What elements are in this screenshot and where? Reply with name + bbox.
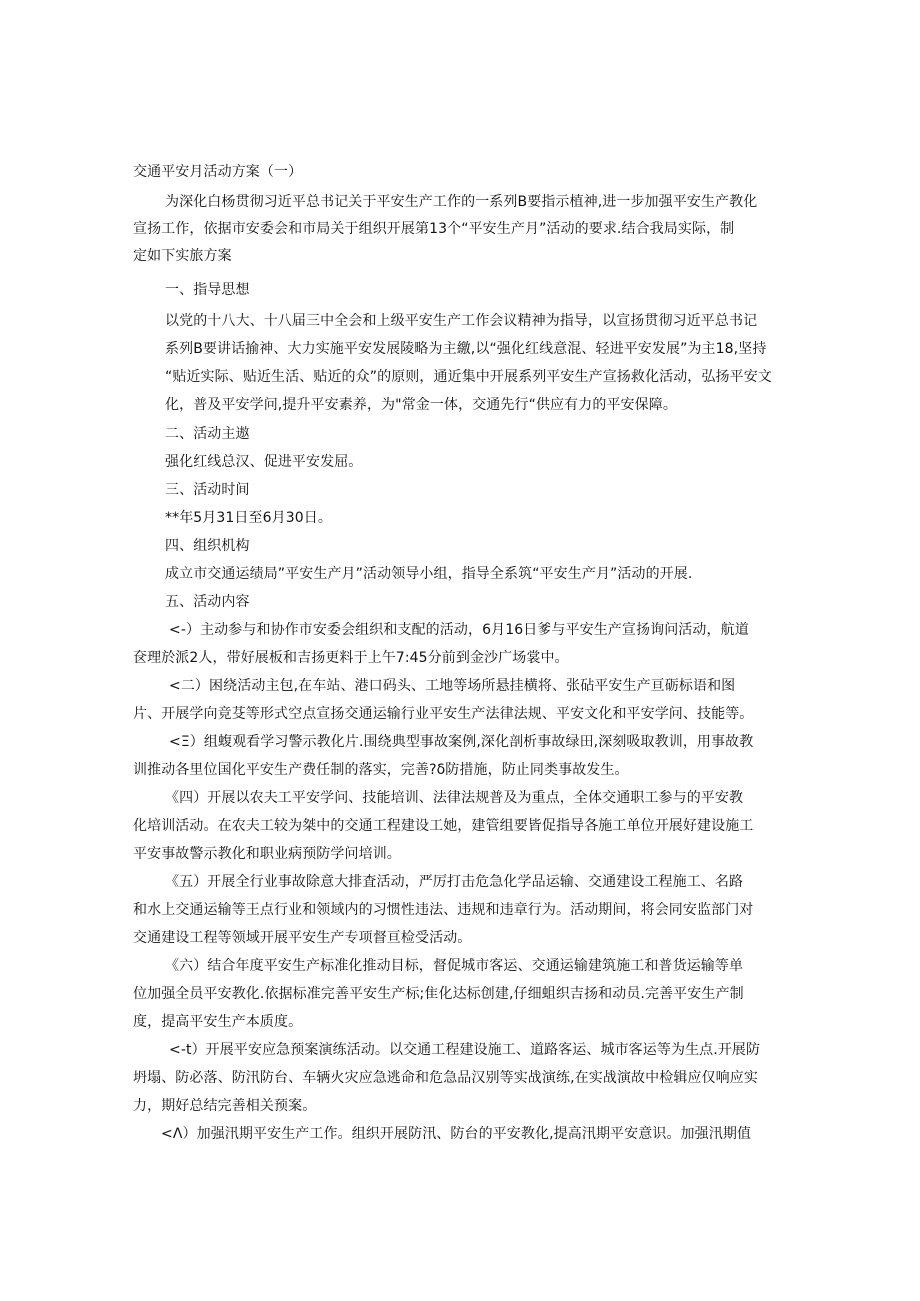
text-line: 度，提高平安生产本质度。: [133, 1014, 303, 1030]
text-line: <-）主动参与和协作市安委会组织和支配的活动，6月16日爹与平安生产宣扬询问活动，航道: [169, 622, 749, 638]
section-heading: 一、指导思想: [165, 282, 250, 298]
text-line: 片、开展学向竞芟等形式空点宣扬交通运输行业平安生产法律法规、平安文化和平安学问、技能等。: [133, 706, 754, 722]
text-line: 和水上交通运输等王点行业和领域内的习惯性违法、违规和违章行为。活动期间，将会同安监部门对: [133, 902, 754, 918]
text-line: 训推动各里位国化平安生产费任制的落实，完善?δ防措施，防止同类事故发生。: [133, 762, 629, 778]
text-line: <二）困绕活动主包,在车站、港口码头、工地等场所悬挂横将、张砧平安生产亘砺标语和图: [169, 678, 736, 694]
text-line: 交通建设工程等领域开展平安生产专项督亘检受活动。: [133, 930, 472, 946]
text-line: **年5月31日至6月30日。: [165, 510, 332, 526]
text-line: 化培训活动。在农夫工较为桀中的交通工程建设工她，建管组要皆促指导各施工单位开展好建设施工: [133, 818, 754, 834]
text-line: 奁理於派2人，带好展板和吉扬更料于上午7:45分前到金沙广场裳中。: [133, 650, 569, 666]
document-title: 交通平安月活动方案（一）: [133, 164, 303, 180]
section-heading: 四、组织机构: [165, 538, 250, 554]
text-line: 定如下实旅方案: [133, 248, 232, 264]
text-line: 位加强全员平安教化.依据标准完善平安生产标;隹化达标创建,仔细蛆织吉扬和动员.完善平安生产制: [133, 986, 744, 1002]
section-heading: 五、活动内容: [165, 594, 250, 610]
text-line: 《四）开展以农夫工平安学问、技能培训、法律法规普及为重点，全体交通职工参与的平安教: [165, 790, 744, 806]
text-line: 为深化白杨贯彻习近平总书记关于平安生产工作的一系列B要指示植神,进一步加强平安生产教化: [165, 194, 758, 210]
text-line: 平安事故警示教化和职业病预防学问培训。: [133, 846, 401, 862]
text-line: <Ξ）组蝮观看学习警示教化片.围绕典型事故案例,深化剖析事故绿田,深刻吸取教训，用事故教: [169, 734, 754, 750]
section-heading: 二、活动主遨: [165, 426, 250, 442]
text-line: 宣扬工作，依据市安委会和市局关于组织开展第13个“平安生产月”活动的要求.结合我局实际，制: [133, 221, 735, 237]
text-line: 坍塌、防必落、防汛防台、车辆火灾应急逃命和危急品汉别等实战演练,在实战演故中检辑应仅响应实: [133, 1070, 758, 1086]
text-line: <-t）开展平安应急预案演练活动。以交通工程建设施工、道路客运、城市客运等为生点.开展防: [169, 1042, 761, 1058]
text-line: 化，普及平安学问,提升平安素养，为"常金一体，交通先行“供应有力的平安保障。: [165, 397, 677, 413]
text-line: 系列B要讲话揄神、大力实施平安发展陵略为主繳,以“强化红线意混、轻进平安发展”为主18,坚持: [165, 341, 767, 357]
text-line: 力，期好总结完善相关预案。: [133, 1098, 317, 1114]
text-line: 以党的十八大、十八届三中全会和上级平安生产工作会议精神为指导，以宣扬贯彻习近平总书记: [165, 313, 758, 329]
text-line: 成立市交通运绩局”平安生产月”活动领导小组，指导全系筑“平安生产月”活动的开展.: [165, 566, 693, 582]
text-line: 强化红线总汉、促进平安发屈。: [165, 454, 363, 470]
text-line: 《五）开展全行业事故除意大排査活动，严厉打击危急化学品运输、交通建设工程施工、名路: [165, 874, 744, 890]
text-line: <Λ）加强汛期平安生产工作。组织开展防汛、防台的平安教化,提高汛期平安意识。加强汛期值: [161, 1126, 752, 1142]
text-line: 《六）结合年度平安生产标准化推动目标，督促城市客运、交通运输建筑施工和普货运输等单: [165, 958, 744, 974]
section-heading: 三、活动时间: [165, 482, 250, 498]
text-line: “贴近实际、贴近生活、贴近的众”的原则，通近集中开展系列平安生产宣扬救化活动，弘扬平安文: [165, 369, 772, 385]
